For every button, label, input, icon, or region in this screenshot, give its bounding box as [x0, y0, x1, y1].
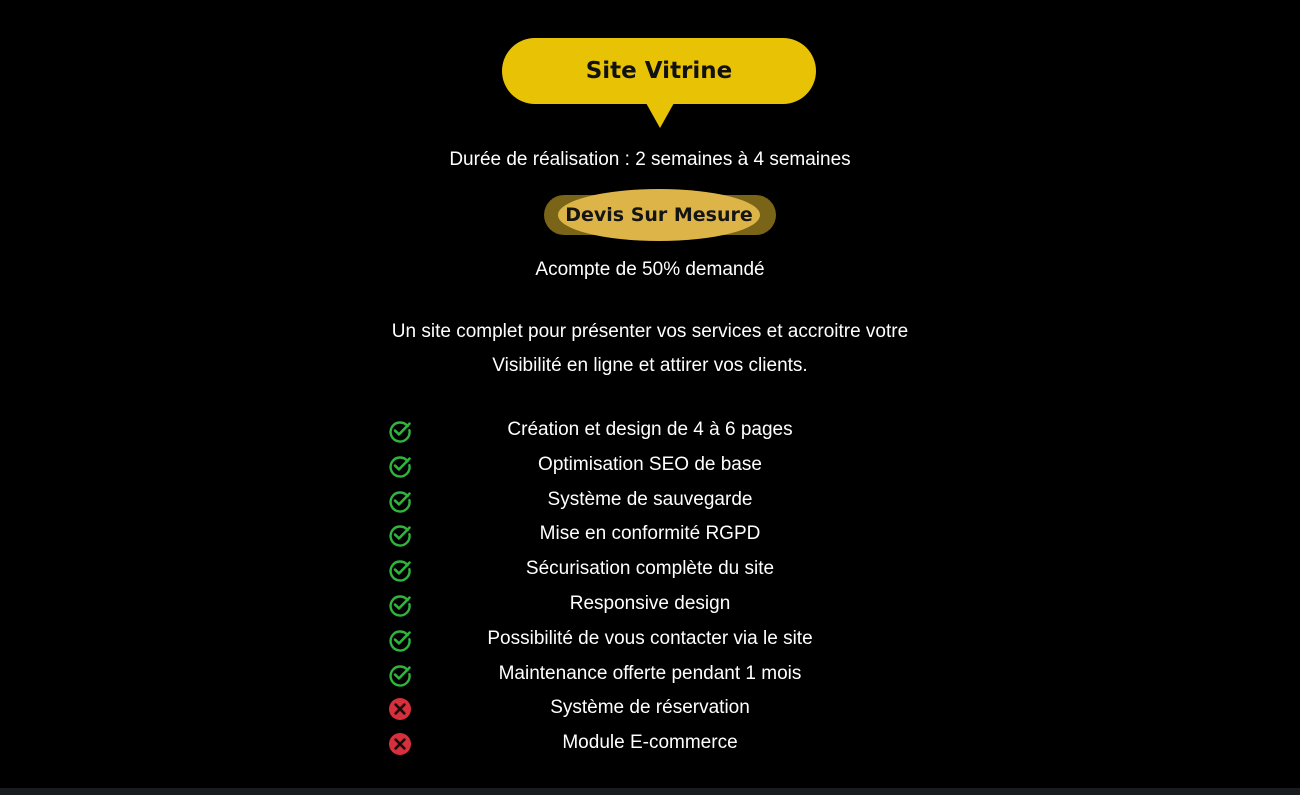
check-circle-icon	[388, 558, 412, 582]
bubble-tail	[646, 103, 674, 128]
check-circle-icon	[388, 628, 412, 652]
feature-item	[0, 483, 1300, 518]
feature-item	[0, 413, 1300, 448]
feature-item	[0, 448, 1300, 483]
feature-label: Système de sauvegarde	[547, 488, 753, 510]
feature-item	[0, 517, 1300, 552]
check-circle-icon	[388, 489, 412, 513]
feature-item	[0, 657, 1300, 692]
check-circle-icon	[388, 454, 412, 478]
plan-description	[0, 315, 1300, 383]
check-circle-icon	[388, 593, 412, 617]
bottom-strip	[0, 788, 1300, 795]
feature-list	[0, 413, 1300, 761]
cross-circle-icon	[388, 697, 412, 721]
feature-label: Système de réservation	[550, 697, 750, 719]
feature-label: Module E-commerce	[562, 732, 738, 754]
feature-label: Création et design de 4 à 6 pages	[507, 419, 793, 440]
feature-item	[0, 622, 1300, 657]
feature-label: Mise en conformité RGPD	[539, 523, 761, 545]
feature-label: Maintenance offerte pendant 1 mois	[498, 662, 802, 684]
check-circle-icon	[388, 523, 412, 547]
feature-label: Possibilité de vous contacter via le site	[487, 627, 813, 649]
description-line-1: Un site complet pour présenter vos services et accroitre votre	[391, 321, 909, 342]
description-line-2: Visibilité en ligne et attirer vos clients.	[492, 355, 808, 376]
feature-item	[0, 691, 1300, 726]
feature-item	[0, 726, 1300, 761]
duration-text: Durée de réalisation : 2 semaines à 4 semaines	[449, 149, 851, 170]
feature-item	[0, 552, 1300, 587]
price-label: Devis Sur Mesure	[565, 204, 753, 226]
check-circle-icon	[388, 419, 412, 443]
feature-label: Optimisation SEO de base	[538, 453, 762, 475]
feature-label: Responsive design	[569, 592, 731, 614]
deposit-text: Acompte de 50% demandé	[535, 259, 765, 280]
feature-item	[0, 587, 1300, 622]
price-pill	[558, 189, 760, 241]
check-circle-icon	[388, 663, 412, 687]
feature-label: Sécurisation complète du site	[525, 558, 775, 580]
cross-circle-icon	[388, 732, 412, 756]
plan-title-bubble	[502, 38, 816, 104]
plan-title: Site Vitrine	[585, 58, 733, 84]
